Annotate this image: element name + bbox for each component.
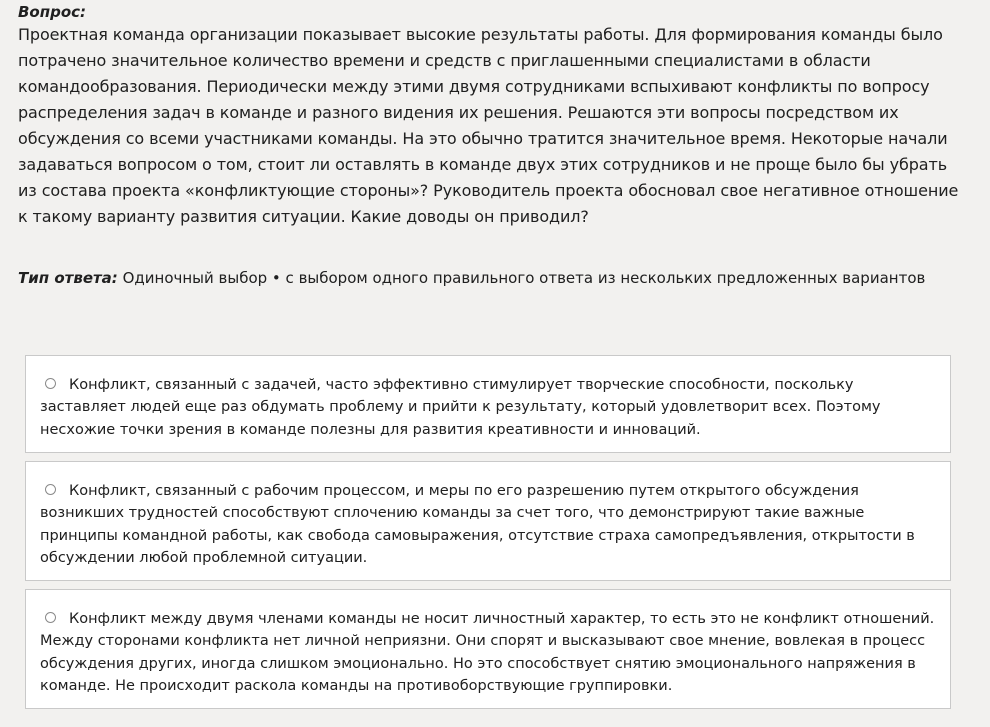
radio-button-icon[interactable] xyxy=(45,378,56,389)
answer-option-text: Конфликт, связанный с рабочим процессом, и меры по его разрешению путем открытого обсуждения возникших трудностей способствуют сплочению команды за счет того, что демонстрируют такие важные принципы командной работы, как свобода самовыражения, отсутствие страха самопредъявления, открытости в обсуждении любой проблемной ситуации. xyxy=(40,483,915,566)
answer-type-label: Тип ответа: xyxy=(18,269,118,287)
question-block xyxy=(18,2,968,230)
answer-option-text: Конфликт, связанный с задачей, часто эффективно стимулирует творческие способности, поскольку заставляет людей еще раз обдумать проблему и прийти к результату, который удовлетворит всех. Поэтому несхожие точки зрения в команде полезны для развития креативности и инноваций. xyxy=(40,377,881,438)
radio-button-icon[interactable] xyxy=(45,612,56,623)
answer-option-1[interactable] xyxy=(25,355,951,453)
answer-option-text: Конфликт между двумя членами команды не носит личностный характер, то есть это не конфликт отношений. Между сторонами конфликта нет личной неприязни. Они спорят и высказывают свое мнение, вовлекая в процесс обсуждения других, иногда слишком эмоционально. Но это способствует снятию эмоционального напряжения в команде. Не происходит раскола команды на противоборствующие группировки. xyxy=(40,611,935,694)
answer-options xyxy=(25,355,951,717)
question-text: Проектная команда организации показывает высокие результаты работы. Для формирования команды было потрачено значительное количество времени и средств с приглашенными специалистами в области командообразования. Периодически между этими двумя сотрудниками вспыхивают конфликты по вопросу распределения задач в команде и разного видения их решения. Решаются эти вопросы посредством их обсуждения со всеми участниками команды. На это обычно тратится значительное время. Некоторые начали задаваться вопросом о том, стоит ли оставлять в команде двух этих сотрудников и не проще было бы убрать из состава проекта «конфликтующие стороны»? Руководитель проекта обосновал свое негативное отношение к такому варианту развития ситуации. Какие доводы он приводил? xyxy=(18,25,959,226)
answer-option-3[interactable] xyxy=(25,589,951,709)
answer-option-2[interactable] xyxy=(25,461,951,581)
answer-type xyxy=(18,266,925,290)
radio-button-icon[interactable] xyxy=(45,484,56,495)
answer-type-value: Одиночный выбор • с выбором одного правильного ответа из нескольких предложенных вариантов xyxy=(122,269,926,287)
question-heading: Вопрос: xyxy=(18,3,87,21)
